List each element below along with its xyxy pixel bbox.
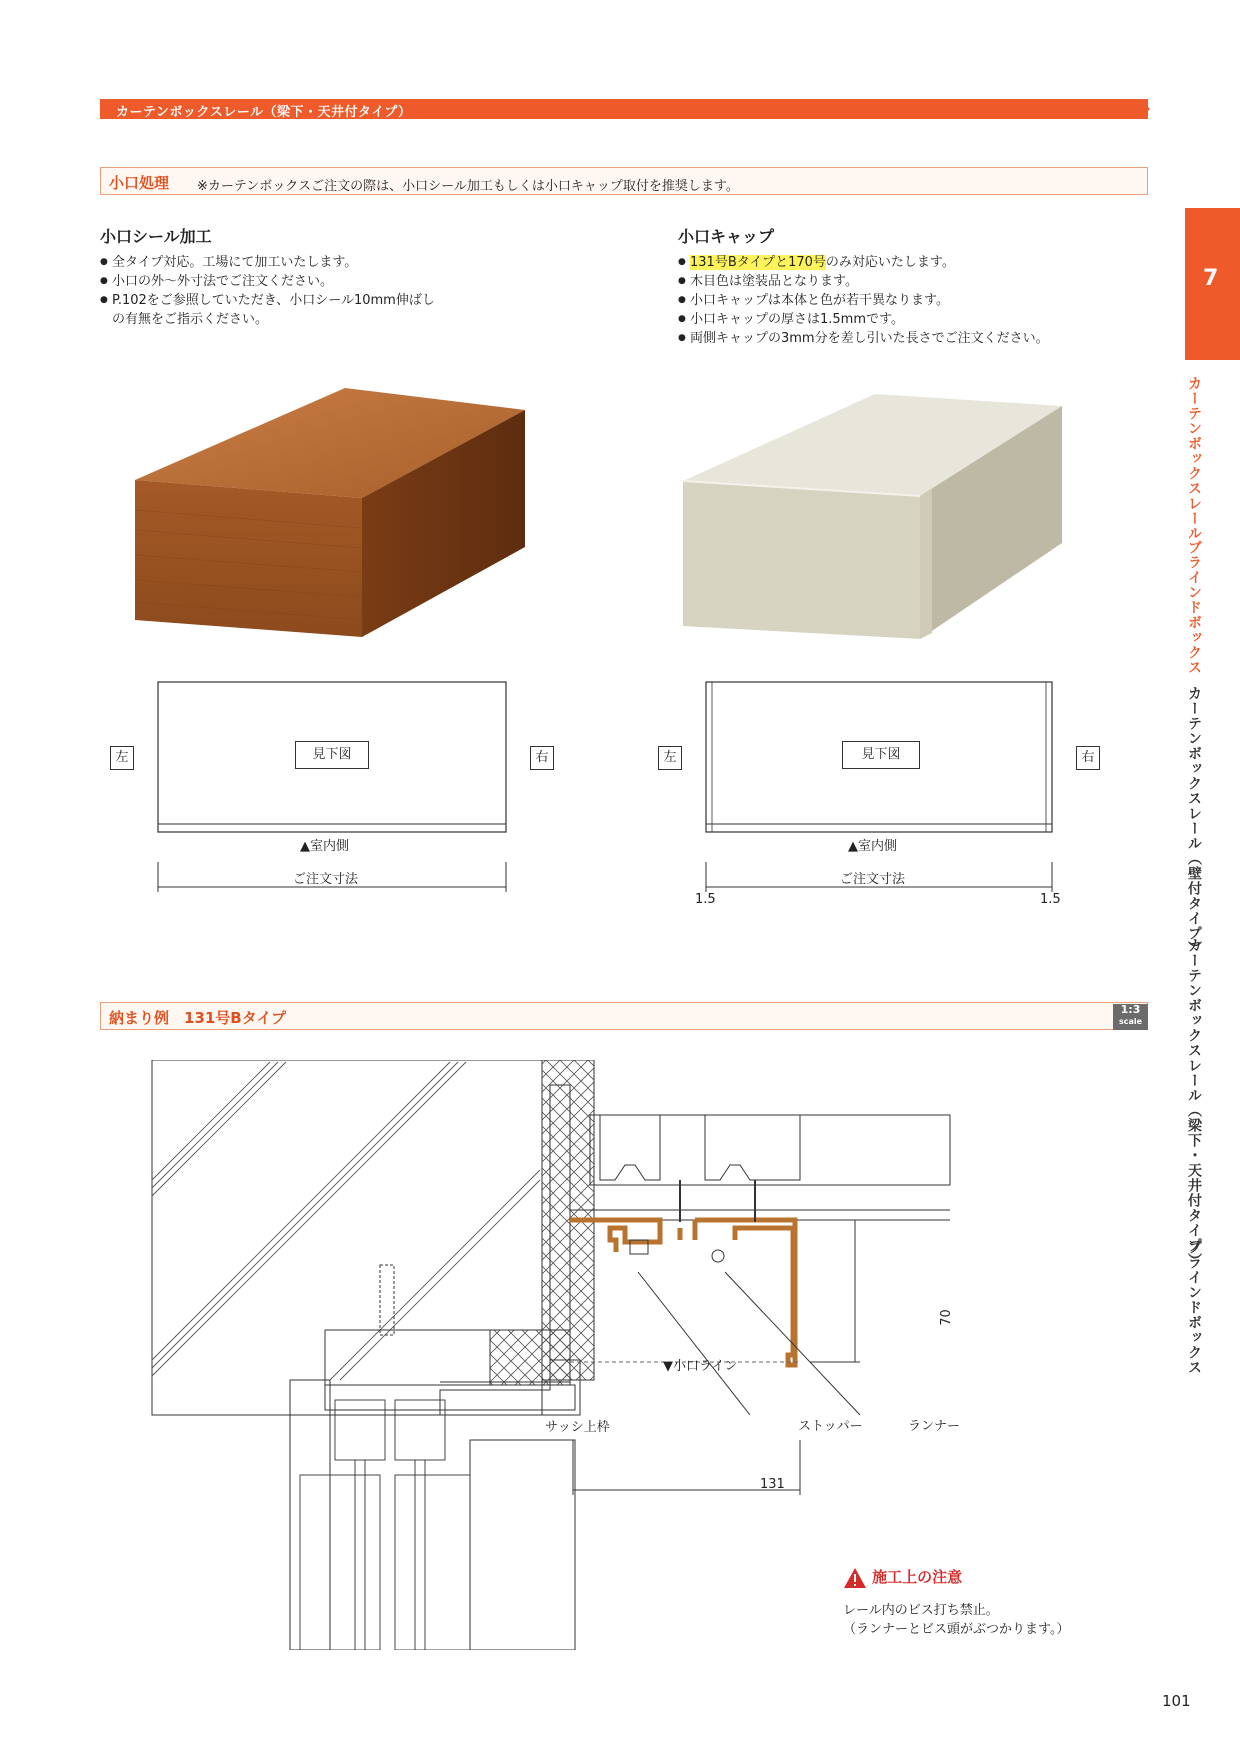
sash-frame-label: サッシ上枠	[545, 1420, 610, 1435]
side-label: ブラインドボックス	[1186, 1240, 1202, 1375]
dimension-70: 70	[938, 1309, 954, 1326]
indoor-label: ▲室内側	[300, 839, 349, 854]
header-bar-tip	[1140, 99, 1150, 119]
view-label: 見下図	[295, 741, 369, 769]
cap-thickness-right: 1.5	[1040, 892, 1061, 907]
dimension-131: 131	[760, 1477, 785, 1492]
warning-icon	[843, 1567, 867, 1589]
scale-caption: scale	[1118, 1017, 1143, 1026]
list-item: ● P.102をご参照していただき、小口シール10mm伸ばし	[100, 291, 520, 310]
chapter-number: 7	[1203, 266, 1219, 291]
indoor-label: ▲室内側	[848, 839, 897, 854]
header-title: カーテンボックスレール（梁下・天井付タイプ）	[116, 105, 412, 120]
warning-line: （ランナーとビス頭がぶつかります。）	[843, 1621, 1070, 1637]
header-bar	[100, 99, 1148, 119]
list-item: ● 小口の外〜外寸法でご注文ください。	[100, 272, 520, 291]
list-item: ● 両側キャップの3mm分を差し引いた長さでご注文ください。	[678, 329, 1148, 348]
order-dimension-label: ご注文寸法	[840, 872, 906, 887]
list-item: ● 小口キャップは本体と色が若干異なります。	[678, 291, 1148, 310]
plan-diagram-seal	[100, 670, 560, 900]
cap-box-illustration	[680, 386, 1065, 646]
side-label: ブラインドボックス	[1186, 540, 1202, 675]
edge-cap-column	[678, 224, 1148, 348]
plan-diagram-cap	[650, 670, 1110, 900]
order-dimension-label: ご注文寸法	[293, 872, 359, 887]
list-item: ● 小口キャップの厚さは1.5mmです。	[678, 310, 1148, 329]
warning-block	[843, 1566, 1069, 1637]
view-label: 見下図	[842, 741, 920, 769]
section-installation-example	[100, 1002, 1148, 1030]
section-edge-treatment	[100, 167, 1148, 195]
list-item-text: のみ対応いたします。	[825, 255, 955, 270]
wood-box-illustration	[130, 380, 530, 650]
chapter-tab	[1185, 208, 1240, 360]
list-item-continued: の有無をご指示ください。	[112, 312, 269, 327]
section-drawing	[140, 1060, 1080, 1650]
side-label: カーテンボックスレール	[1186, 376, 1202, 541]
runner-label: ランナー	[908, 1419, 961, 1434]
warning-title: 施工上の注意	[872, 1568, 963, 1586]
edge-seal-list	[100, 253, 520, 329]
edge-cap-list	[678, 253, 1148, 348]
edge-seal-column	[100, 224, 520, 329]
edge-seal-title: 小口シール加工	[100, 227, 212, 246]
list-item: ● 木目色は塗装品となります。	[678, 272, 1148, 291]
section-note: ※カーテンボックスご注文の際は、小口シール加工もしくは小口キャップ取付を推奨します。	[197, 179, 739, 194]
page-number: 101	[1162, 1692, 1191, 1710]
warning-line: レール内のビス打ち禁止。	[843, 1602, 999, 1618]
cap-thickness-left: 1.5	[695, 892, 716, 907]
label-left: 左	[658, 746, 682, 770]
edge-cap-title: 小口キャップ	[678, 227, 775, 246]
label-right: 右	[1076, 746, 1100, 770]
label-right: 右	[530, 746, 554, 770]
edge-line-label: ▼小口ライン	[663, 1359, 738, 1374]
stopper-label: ストッパー	[798, 1419, 863, 1434]
list-item: ● 全タイプ対応。工場にて加工いたします。	[100, 253, 520, 272]
side-label: カーテンボックスレール（壁付タイプ）	[1186, 686, 1202, 956]
side-label: カーテンボックスレール（梁下・天井付タイプ）	[1186, 938, 1202, 1268]
highlight-text: 131号Bタイプと170号	[690, 255, 826, 270]
label-left: 左	[110, 746, 134, 770]
scale-badge	[1113, 1004, 1148, 1030]
section-title: 小口処理	[109, 174, 170, 192]
scale-value: 1:3	[1120, 1003, 1141, 1016]
section-title: 納まり例 131号Bタイプ	[109, 1009, 286, 1027]
list-item	[678, 253, 1148, 272]
